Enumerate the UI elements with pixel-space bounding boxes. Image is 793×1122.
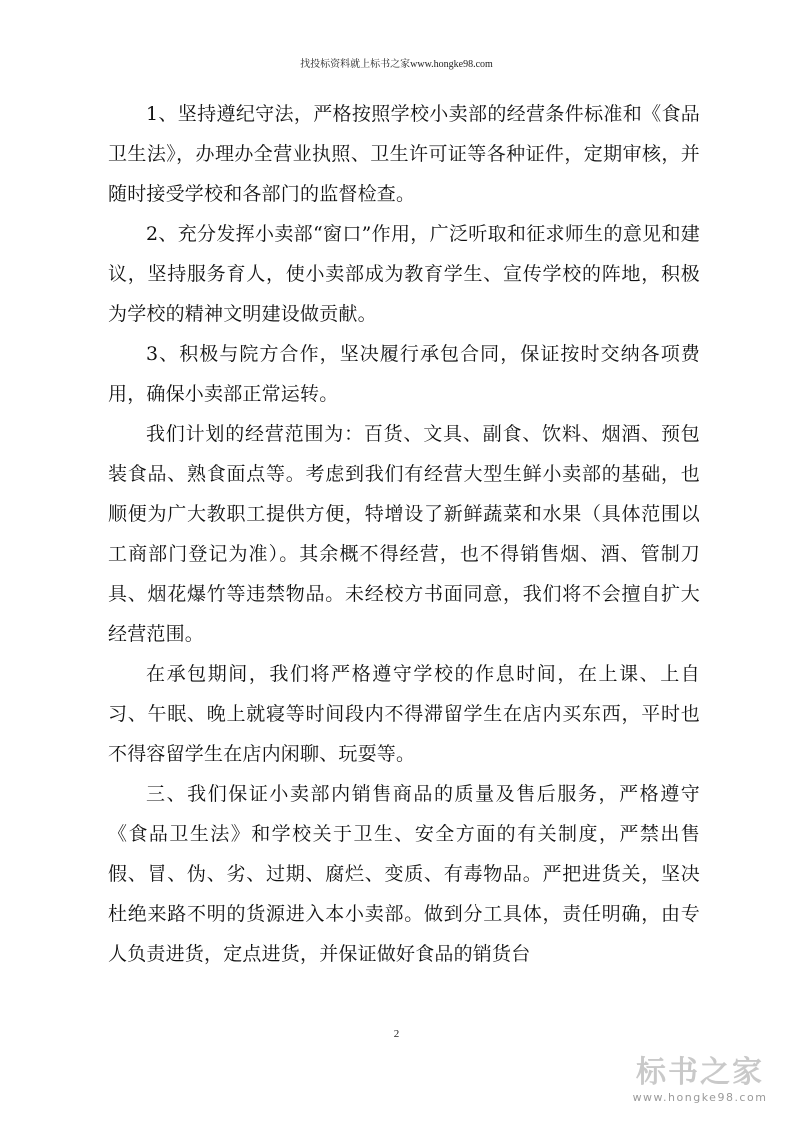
paragraph-2: 2、充分发挥小卖部“窗口”作用，广泛听取和征求师生的意见和建议，坚持服务育人，使小卖部成为教育学生、宣传学校的阵地，积极为学校的精神文明建设做贡献。 — [108, 223, 700, 325]
paragraph-3: 3、积极与院方合作，坚决履行承包合同，保证按时交纳各项费用，确保小卖部正常运转。 — [108, 343, 700, 405]
document-body — [108, 94, 700, 974]
paragraph-4: 我们计划的经营范围为：百货、文具、副食、饮料、烟酒、预包装食品、熟食面点等。考虑到我们有经营大型生鲜小卖部的基础，也顺便为广大教职工提供方便，特增设了新鲜蔬菜和水果（具体范围以工商部门登记为准）。其余概不得经营，也不得销售烟、酒、管制刀具、烟花爆竹等违禁物品。未经校方书面同意，我们将不会擅自扩大经营范围。 — [108, 423, 700, 645]
watermark-logo — [610, 1055, 790, 1105]
watermark-url: www.hongke98.com — [632, 1091, 768, 1104]
paragraph-6: 三、我们保证小卖部内销售商品的质量及售后服务，严格遵守《食品卫生法》和学校关于卫生、安全方面的有关制度，严禁出售假、冒、伪、劣、过期、腐烂、变质、有毒物品。严把进货关，坚决杜绝来路不明的货源进入本小卖部。做到分工具体，责任明确，由专人负责进货，定点进货，并保证做好食品的销货台 — [108, 783, 700, 965]
watermark-title: 标书之家 — [636, 1055, 764, 1090]
page-number: 2 — [393, 1028, 400, 1040]
page-header: 找投标资料就上标书之家www.hongke98.com — [300, 59, 493, 70]
paragraph-5: 在承包期间，我们将严格遵守学校的作息时间，在上课、上自习、午眠、晚上就寝等时间段内不得滞留学生在店内买东西，平时也不得容留学生在店内闲聊、玩耍等。 — [108, 663, 700, 765]
paragraph-1: 1、坚持遵纪守法，严格按照学校小卖部的经营条件标准和《食品卫生法》，办理办全营业执照、卫生许可证等各种证件，定期审核，并随时接受学校和各部门的监督检查。 — [108, 103, 700, 205]
